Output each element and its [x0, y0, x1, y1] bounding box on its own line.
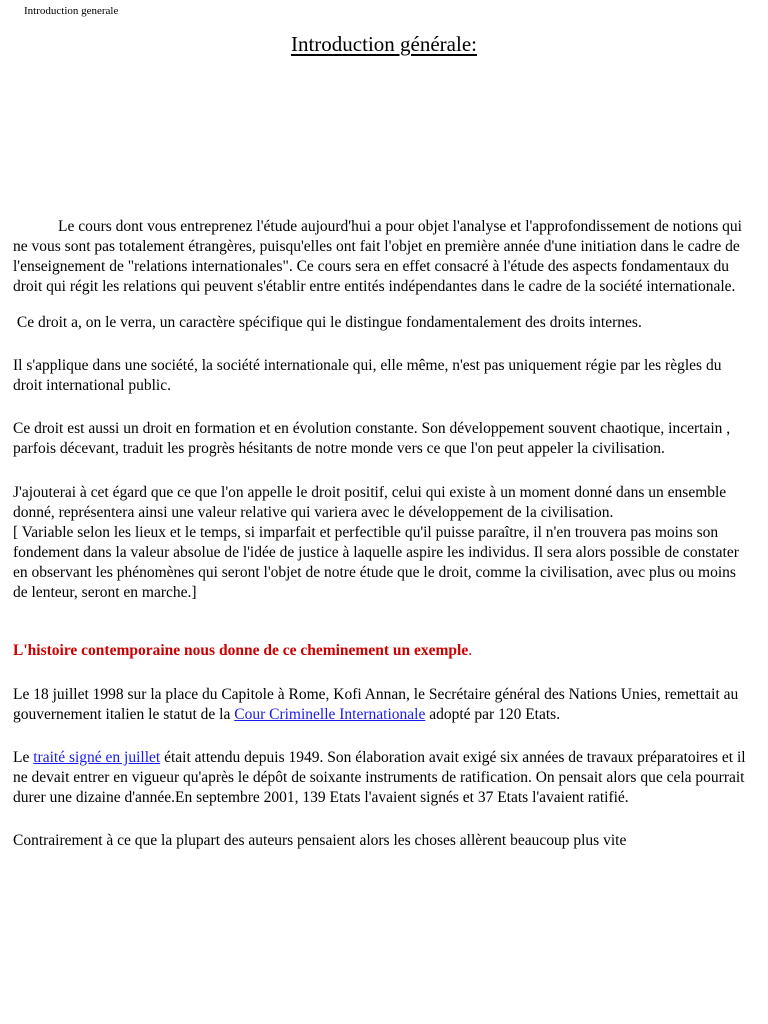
document-body — [13, 217, 753, 851]
paragraph-treaty — [13, 748, 753, 808]
paragraph-specific-character-text: Ce droit a, on le verra, un caractère spécifique qui le distingue fondamentalement des droits internes. — [16, 314, 642, 331]
paragraph-intro: Le cours dont vous entreprenez l'étude aujourd'hui a pour objet l'analyse et l'approfondissement de notions qui ne vous sont pas totalement étrangères, puisqu'elles ont fait l'objet en première année d'une initiation dans le cadre de l'enseignement de "relations internationales". Ce cours sera en effet consacré à l'étude des aspects fondamentaux du droit qui régit les relations qui peuvent s'établir entre entités indépendantes dans le cadre de la société internationale. — [13, 218, 742, 295]
paragraph-icc-statute-after: adopté par 120 Etats. — [425, 706, 561, 723]
red-heading-text: L'histoire contemporaine nous donne de ce cheminement un exemple — [13, 642, 469, 659]
paragraph-positive-law: J'ajouterai à cet égard que ce que l'on appelle le droit positif, celui qui existe à un moment donné dans un ensemble donné, représentera ainsi une valeur relative qui variera avec le développement de la civilisation. — [13, 484, 727, 521]
paragraph-treaty-after: était attendu depuis 1949. Son élaboration avait exigé six années de travaux préparatoires et il ne devait entrer en vigueur qu'après le dépôt de soixante instruments de ratification. On pensait alors que cela pourrait durer une dizaine d'année.En septembre 2001, 139 Etats l'avaient signés et 37 Etats l'avaient ratifié. — [13, 749, 746, 806]
paragraph-evolving-law: Ce droit est aussi un droit en formation et en évolution constante. Son développement souvent chaotique, incertain , parfois décevant, traduit les progrès hésitants de notre monde vers ce que l'on peut appeler la civilisation. — [13, 420, 731, 457]
red-heading-period: . — [468, 642, 473, 659]
red-heading — [13, 641, 753, 661]
paragraph-icc-statute — [13, 685, 753, 725]
page-title: Introduction générale: — [290, 32, 477, 56]
paragraph-international-society: Il s'applique dans une société, la société internationale qui, elle même, n'est pas uniquement régie par les règles du droit international public. — [13, 357, 722, 394]
running-header: Introduction generale — [24, 5, 119, 17]
paragraph-treaty-before: Le — [13, 749, 34, 766]
link-cour-criminelle-internationale[interactable]: Cour Criminelle Internationale — [234, 706, 426, 723]
paragraph-specific-character — [13, 313, 753, 333]
paragraph-faster: Contrairement à ce que la plupart des auteurs pensaient alors les choses allèrent beaucoup plus vite — [13, 832, 627, 849]
link-traite-signe-en-juillet[interactable]: traité signé en juillet — [33, 749, 161, 766]
paragraph-icc-statute-before: Le 18 juillet 1998 sur la place du Capitole à Rome, Kofi Annan, le Secrétaire général des Nations Unies, remettait au gouvernement italien le statut de la — [13, 686, 739, 723]
paragraph-justice: [ Variable selon les lieux et le temps, si imparfait et perfectible qu'il puisse paraître, il n'en trouvera pas moins son fondement dans la valeur absolue de l'idée de justice à laquelle aspire les individus. Il sera alors possible de constater en observant les phénomènes qui seront l'objet de notre étude que le droit, comme la civilisation, avec plus ou moins de lenteur, seront en marche.] — [13, 524, 739, 601]
